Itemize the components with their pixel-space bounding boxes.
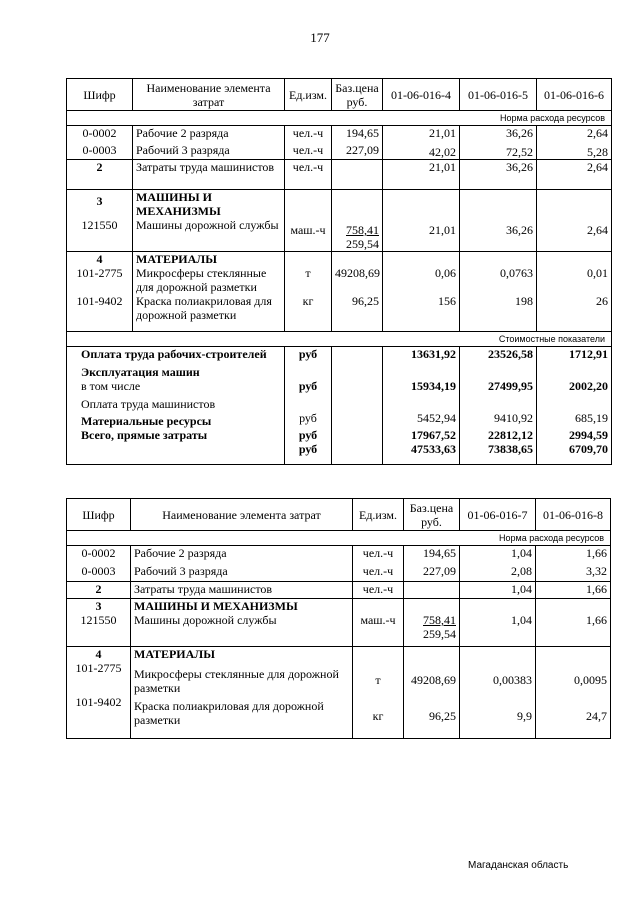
row-unit: [285, 252, 332, 332]
header-code: Шифр: [67, 499, 131, 531]
table-row: [67, 546, 611, 582]
cost-subtitle: в том числе: [81, 379, 141, 393]
row-value: 0,00383: [493, 673, 532, 687]
cost-names: [67, 347, 285, 465]
row-code: 121550: [81, 218, 118, 232]
section-title: МАШИНЫ И МЕХАНИЗМЫ: [134, 599, 298, 613]
row-name: Рабочий 3 разряда: [133, 143, 285, 160]
row-name: Микросферы стеклянные для дорожной разметки: [136, 266, 267, 294]
row-code: 121550: [80, 613, 117, 627]
cost-unit: руб: [298, 347, 318, 361]
row-price: [332, 160, 383, 190]
row-value: [536, 599, 611, 647]
row-value: 1,66: [536, 582, 611, 599]
cost-name: Материальные ресурсы: [81, 414, 212, 428]
header-name: Наименование элемента затрат: [131, 499, 353, 531]
row-value: 0,01: [587, 266, 608, 280]
section-title: МАТЕРИАЛЫ: [136, 252, 217, 266]
cost-value: 23526,58: [488, 347, 533, 361]
row-value: 1,04: [460, 582, 536, 599]
cost-value: 2994,59: [569, 428, 608, 442]
row-code: 0-0002: [81, 546, 116, 560]
row-code: [67, 599, 131, 647]
row-price: [332, 252, 383, 332]
cost-unit: руб: [299, 411, 317, 425]
table-row: [67, 647, 611, 739]
row-code: 2: [67, 160, 133, 190]
row-price-secondary: 259,54: [423, 627, 456, 641]
row-unit: маш.-ч: [360, 613, 396, 627]
section-code: 4: [95, 647, 102, 661]
row-code: 101-9402: [75, 695, 122, 709]
norm-label: Норма расхода ресурсов: [67, 531, 611, 546]
row-price: 194,65: [332, 126, 383, 143]
row-unit: [353, 599, 404, 647]
header-name: Наименование элемента затрат: [133, 79, 285, 111]
row-value: 2,08: [511, 564, 532, 578]
row-unit: чел.-ч: [353, 582, 404, 599]
table-row: [67, 160, 612, 190]
row-code: [67, 190, 133, 252]
cost-value: 22812,12: [488, 428, 533, 442]
table-header: [67, 499, 611, 531]
row-unit: маш.-ч: [285, 190, 332, 252]
resource-table-1: [66, 78, 612, 465]
cost-unit: руб: [298, 442, 318, 456]
cost-unit: руб: [298, 379, 318, 393]
row-unit: чел.-ч: [285, 143, 332, 160]
row-price: 227,09: [332, 143, 383, 160]
section-title: МАТЕРИАЛЫ: [134, 647, 215, 661]
header-col-6: 01-06-016-6: [537, 79, 612, 111]
row-code: [67, 546, 131, 582]
row-value: 1,66: [586, 546, 607, 560]
section-title: МАШИНЫ И МЕХАНИЗМЫ: [136, 190, 221, 218]
row-unit: чел.-ч: [362, 564, 394, 578]
row-name: Рабочие 2 разряда: [134, 546, 227, 560]
row-name: [131, 546, 353, 582]
row-value: 1,66: [586, 613, 607, 627]
table-row: [67, 190, 612, 252]
cost-values: [460, 347, 537, 465]
table-row: [67, 143, 612, 160]
row-price: [404, 546, 460, 582]
row-value: [537, 252, 612, 332]
row-name: Краска полиакриловая для дорожной разметки: [136, 294, 272, 322]
row-value: [536, 546, 611, 582]
row-name: [133, 252, 285, 332]
row-name: [133, 190, 285, 252]
row-unit: чел.-ч: [285, 160, 332, 190]
row-value: 24,7: [586, 709, 607, 723]
row-unit: кг: [372, 709, 384, 723]
cost-value: 685,19: [575, 411, 608, 425]
row-value: 72,52: [460, 143, 537, 160]
row-code: 101-9402: [76, 294, 123, 308]
row-code: [67, 647, 131, 739]
header-col-7: 01-06-016-7: [460, 499, 536, 531]
row-value: 0,06: [435, 266, 456, 280]
row-value: [460, 647, 536, 739]
cost-value: 17967,52: [411, 428, 456, 442]
header-col-4: 01-06-016-4: [383, 79, 460, 111]
table-header: [67, 79, 612, 111]
cost-rows: [67, 347, 612, 465]
row-name: Микросферы стеклянные для дорожной разметки: [134, 667, 339, 695]
cost-value: 6709,70: [569, 442, 608, 456]
table-row: [67, 252, 612, 332]
row-value: 0,0095: [574, 673, 607, 687]
row-name: Краска полиакриловая для дорожной разметки: [134, 699, 324, 727]
cost-value: 15934,19: [411, 379, 456, 393]
section-code: 4: [96, 252, 103, 266]
header-price: Баз.цена руб.: [404, 499, 460, 531]
cost-values: [383, 347, 460, 465]
row-name: [131, 647, 353, 739]
row-price: [404, 599, 460, 647]
row-value: 21,01: [383, 126, 460, 143]
cost-name: Оплата труда машинистов: [81, 397, 216, 411]
row-value: 198: [515, 294, 533, 308]
section-code: 3: [95, 599, 102, 613]
row-name: Затраты труда машинистов: [131, 582, 353, 599]
row-value: [460, 252, 537, 332]
row-value: [383, 252, 460, 332]
header-unit: Ед.изм.: [285, 79, 332, 111]
row-price: 49208,69: [335, 266, 380, 280]
row-unit: чел.-ч: [362, 546, 394, 560]
row-value: 156: [438, 294, 456, 308]
row-value: 0,0763: [500, 266, 533, 280]
row-value: 1,04: [511, 546, 532, 560]
cost-value: 2002,20: [569, 379, 608, 393]
row-price: 227,09: [423, 564, 456, 578]
cost-label: Стоимостные показатели: [67, 332, 612, 347]
row-value: 2,64: [537, 160, 612, 190]
cost-name: Эксплуатация машин: [81, 365, 200, 379]
row-value: 9,9: [517, 709, 532, 723]
row-name: Рабочие 2 разряда: [133, 126, 285, 143]
header-unit: Ед.изм.: [353, 499, 404, 531]
row-unit: чел.-ч: [285, 126, 332, 143]
page-number: 177: [310, 30, 330, 45]
header-code: Шифр: [67, 79, 133, 111]
row-unit: кг: [302, 294, 314, 308]
row-price: 194,65: [423, 546, 456, 560]
cost-price-empty: [332, 347, 383, 465]
cost-name: Оплата труда рабочих-строителей: [81, 347, 267, 361]
resource-table-2: [66, 498, 611, 739]
row-value: 42,02: [383, 143, 460, 160]
row-name: [131, 599, 353, 647]
row-value: 26: [596, 294, 608, 308]
row-value: 21,01: [383, 160, 460, 190]
row-value: 2,64: [537, 126, 612, 143]
row-value: [460, 599, 536, 647]
cost-value: 1712,91: [569, 347, 608, 361]
row-name: Затраты труда машинистов: [133, 160, 285, 190]
row-value: 36,26: [460, 160, 537, 190]
row-price: 96,25: [352, 294, 379, 308]
row-unit: т: [375, 673, 381, 687]
cost-value: 27499,95: [488, 379, 533, 393]
row-value: 5,28: [537, 143, 612, 160]
footer-region: Магаданская область: [468, 860, 569, 871]
header-col-8: 01-06-016-8: [536, 499, 611, 531]
row-value: [460, 546, 536, 582]
row-price-secondary: 259,54: [346, 237, 379, 251]
row-name: Машины дорожной службы: [134, 613, 277, 627]
cost-value: 9410,92: [494, 411, 533, 425]
row-code: 101-2775: [76, 266, 123, 280]
row-code: [67, 252, 133, 332]
table-row: [67, 126, 612, 143]
header-col-5: 01-06-016-5: [460, 79, 537, 111]
row-unit: [353, 647, 404, 739]
row-price: 49208,69: [411, 673, 456, 687]
cost-name: Всего, прямые затраты: [81, 428, 208, 442]
cost-value: 47533,63: [411, 442, 456, 456]
table-row: [67, 599, 611, 647]
norm-label: Норма расхода ресурсов: [67, 111, 612, 126]
cost-values: [537, 347, 612, 465]
row-price-main: 758,41: [423, 613, 456, 627]
row-price-main: 758,41: [346, 223, 379, 237]
row-price: 96,25: [429, 709, 456, 723]
row-value: 21,01: [383, 190, 460, 252]
table-row: [67, 582, 611, 599]
row-price: [332, 190, 383, 252]
row-value: 1,04: [511, 613, 532, 627]
row-code: 0-0003: [67, 143, 133, 160]
section-code: 3: [96, 194, 103, 208]
row-unit: [353, 546, 404, 582]
row-name: Рабочий 3 разряда: [134, 564, 228, 578]
row-value: 3,32: [586, 564, 607, 578]
row-code: 0-0002: [67, 126, 133, 143]
row-value: 36,26: [460, 190, 537, 252]
row-unit: т: [305, 266, 311, 280]
row-code: 0-0003: [81, 564, 116, 578]
cost-unit: руб: [298, 428, 318, 442]
cost-value: 13631,92: [411, 347, 456, 361]
cost-value: 5452,94: [417, 411, 456, 425]
row-value: 2,64: [537, 190, 612, 252]
row-value: [536, 647, 611, 739]
header-price: Баз.цена руб.: [332, 79, 383, 111]
cost-units: [285, 347, 332, 465]
row-name: Машины дорожной службы: [136, 218, 279, 232]
row-price: [404, 582, 460, 599]
cost-value: 73838,65: [488, 442, 533, 456]
row-value: 36,26: [460, 126, 537, 143]
row-code: 101-2775: [75, 661, 122, 675]
row-price: [404, 647, 460, 739]
row-code: 2: [67, 582, 131, 599]
